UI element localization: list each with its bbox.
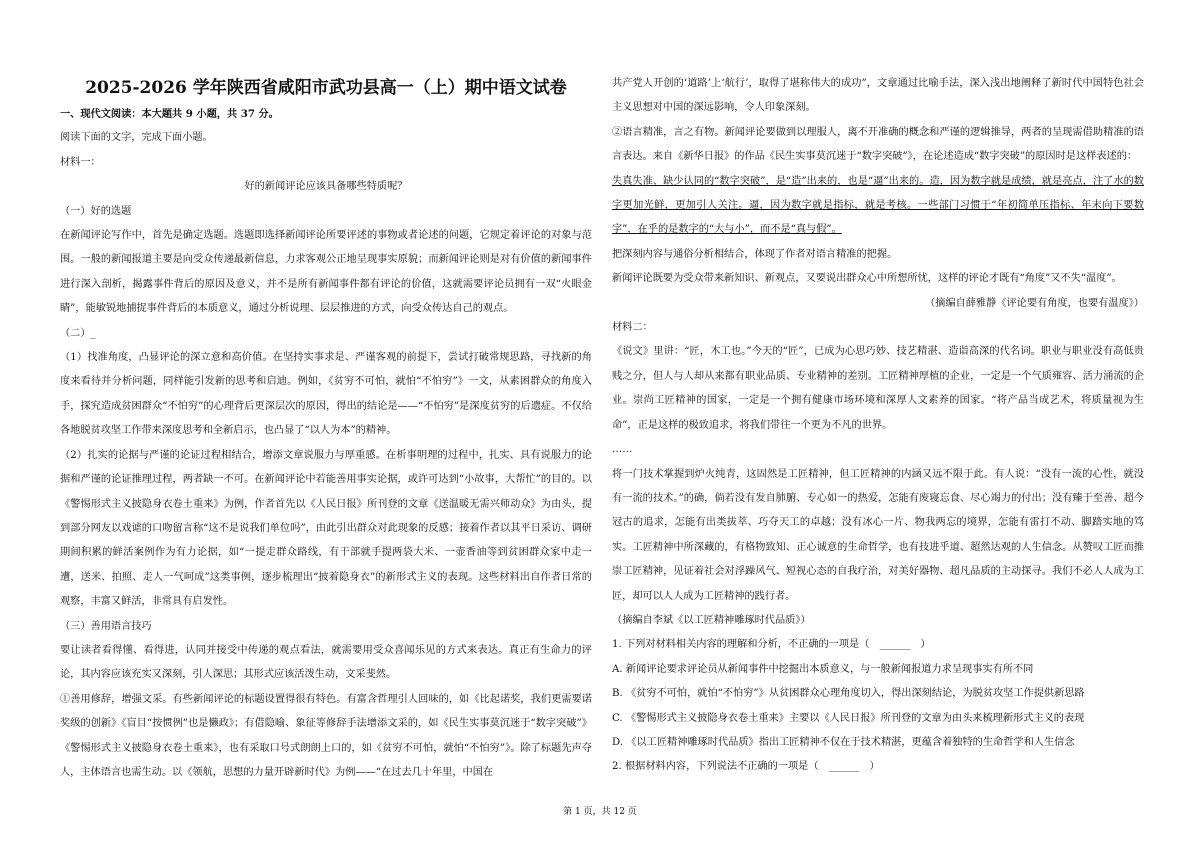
paragraph-r7: 《说文》里讲：“匠，木工也。”今天的“匠”，已成为心思巧妙、技艺精湛、造诣高深的代名词。职业与职业没有高低贵贱之分，但人与人却从来都有职业品质、专业精神的差别。工匠精神厚植的企业，一定是一个气质雍容、活力涌流的企业。崇尚工匠精神的国家，一定是一个拥有健康市场环境和深厚人文素养的国家。“将产品当成艺术，将质量视为生命”，正是这样的极致追求，将我们带往一个更为不凡的世界。 bbox=[612, 346, 1144, 431]
left-column bbox=[60, 102, 592, 785]
question-1-option-b: B. 《贫穷不可怕，就怕“不怕穷”》从贫困群众心理角度切入，得出深刻结论，为脱贫攻坚工作提供新思路 bbox=[612, 688, 1085, 700]
subheading-1: （一）好的选题 bbox=[60, 205, 132, 217]
instruction-text: 阅读下面的文字，完成下面小题。 bbox=[60, 132, 213, 144]
paragraph-r1: 共产党人开创的‘道路’上‘航行’，取得了堪称伟大的成功”，文章通过比喻手法，深入浅出地阐释了新时代中国特色社会主义思想对中国的深远影响，令人印象深刻。 bbox=[612, 78, 1144, 114]
page-footer: 第 1 页，共 12 页 bbox=[563, 807, 637, 817]
question-1-option-c: C. 《警惕形式主义披隐身衣卷土重来》主要以《人民日报》所刊登的文章为由头来梳理新形式主义的表现 bbox=[612, 712, 1085, 724]
material1-heading: 好的新闻评论应该具备哪些特质呢？ bbox=[244, 181, 408, 193]
question-1-option-a: A. 新闻评论要求评论员从新闻事件中挖掘出本质意义，与一般新闻报道力求呈现事实有所不同 bbox=[612, 663, 1034, 675]
underlined-quote: 失真失准、缺少认同的“数字突破”，是“造”出来的，也是“逼”出来的。造，因为数字就是成绩，就是亮点，注了水的数字更加光鲜，更加引人关注。逼，因为数字就是指标，就是考核。一些部门习惯于“年初简单压指标、年末向下要数字”，在乎的是数字的“大与小”，而不是“真与假”。 bbox=[612, 175, 1144, 236]
paragraph-r4: 把深刻内容与通俗分析相结合，体现了作者对语言精准的把握。 bbox=[612, 248, 898, 260]
question-1: 1. 下列对材料相关内容的理解和分析，不正确的一项是（ ______ ） bbox=[612, 639, 931, 651]
subheading-2: （二）_ bbox=[60, 327, 96, 339]
paragraph-r5: 新闻评论既要为受众带来新知识、新观点，又要说出群众心中所想所忧，这样的评论才既有“角度”又不失“温度”。 bbox=[612, 273, 1122, 285]
paragraph-r2: ②语言精准，言之有物。新闻评论要做到以理服人，离不开准确的概念和严谨的逻辑推导，两者的呈现需借助精准的语言表达。来自《新华日报》的作品《民生实事莫沉迷于“数字突破”》，在论述造成“数字突破”的原因时是这样表述的： bbox=[612, 126, 1144, 163]
paragraph-3: （2）扎实的论据与严谨的论证过程相结合，增添文章说服力与厚重感。在析事明理的过程中，扎实、具有说服力的论据和严谨的论证推理过程，两者缺一不可。在新闻评论中若能善用事实论据，或许可达到“小故事，大帮忙”的目的。以《警惕形式主义披隐身衣卷土重来》为例，作者首先以《人民日报》所刊登的文章《送温暖无需兴师动众》为由头，提到部分网友以戏谑的口吻留言称“这不是说我们单位吗”，由此引出群众对此现象的反感；接着作者以其平日采访、调研期间积累的鲜活案例作为有力论据，如“一提走群众路线，有干部就手提两袋大米、一壶香油等到贫困群众家中走一遭，送米、拍照、走人一气呵成”这类事例，逐步梳理出“披着隐身衣”的新形式主义的表现。这些材料出自作者日常的观察，丰富又鲜活，非常具有启发性。 bbox=[60, 449, 592, 608]
subheading-3: （三）善用语言技巧 bbox=[60, 620, 152, 632]
paragraph-5: ①善用修辞，增强文采。有些新闻评论的标题设置得很有特色。有富含哲理引人回味的，如《比起诺奖，我们更需要诺奖级的创新》《盲目“按惯例”也是懒政》；有借隐喻、象征等修辞手法增添文采的，如《民生实事莫沉迷于“数字突破”》《警惕形式主义披隐身衣卷土重来》，也有采取口号式朗朗上口的，如《贫穷不可怕，就怕“不怕穷”》。除了标题先声夺人，主体语言也需生动。以《领航，思想的力量开辟新时代》为例——“在过去几十年里，中国在 bbox=[60, 693, 592, 778]
material2-label: 材料二： bbox=[612, 322, 653, 334]
question-2: 2. 根据材料内容，下列说法不正确的一项是（ ______ ） bbox=[612, 761, 880, 773]
paragraph-4: 要让读者看得懂、看得进，认同并接受中传递的观点看法，就需要用受众喜闻乐见的方式来表达。真正有生命力的评论，其内容应该充实又深刻，引人深思；其形式应该活泼生动，文采斐然。 bbox=[60, 644, 592, 681]
paragraph-1: 在新闻评论写作中，首先是确定选题。选题即选择新闻评论所要评述的事物或者论述的问题，它规定着评论的对象与范围。一般的新闻报道主要是向受众传递最新信息，力求客观公正地呈现事实原貌；而新闻评论则是对有价值的新闻事件进行深入剖析，揭露事件背后的原因及意义，并不是所有新闻事件都有评论的价值，这就需要评论员拥有一双“火眼金睛”，能敏锐地捕捉事件背后的本质意义，通过分析说理、层层推进的方式，向受众传达自己的观点。 bbox=[60, 230, 592, 315]
source-note-1: （摘编自薛雅静《评论要有角度，也要有温度》） bbox=[924, 297, 1144, 309]
page-title: 2025-2026 学年陕西省咸阳市武功县高一（上）期中语文试卷 bbox=[85, 78, 567, 98]
material1-label: 材料一： bbox=[60, 156, 101, 168]
right-column bbox=[612, 72, 1144, 780]
paragraph-r8: 将一门技术掌握到炉火纯青，这固然是工匠精神，但工匠精神的内涵又远不限于此。有人说：“没有一流的心性，就没有一流的技术。”的确，倘若没有发自肺腑、专心如一的热爱，怎能有废寝忘食、尽心竭力的付出；没有臻于至善、超今冠古的追求，怎能有出类拔萃、巧夺天工的卓越；没有冰心一片、物我两忘的境界，怎能有雷打不动、脚踏实地的笃实。工匠精神中所深藏的，有格物致知、正心诚意的生命哲学，也有技进乎道、超然达观的人生信念。从赞叹工匠而推崇工匠精神，见证着社会对浮躁风气、短视心态的自我疗治，对美好器物、超凡品质的主动探寻。我们不必人人成为工匠，却可以人人成为工匠精神的践行者。 bbox=[612, 468, 1144, 602]
paragraph-2: （1）找准角度，凸显评论的深立意和高价值。在坚持实事求是、严谨客观的前提下，尝试打破常规思路，寻找新的角度来看待并分析问题，同样能引发新的思考和启迪。例如，《贫穷不可怕，就怕“不怕穷”》一文，从素困群众的角度入手，探究造成贫困群众“不怕穷”的心理背后更深层次的原因，得出的结论是——“不怕穷”是深度贫穷的后遗症。不仅给各地脱贫攻坚工作带来深度思考和全新启示，也凸显了“以人为本”的精神。 bbox=[60, 352, 592, 437]
question-1-option-d: D. 《以工匠精神雕琢时代品质》指出工匠精神不仅在于技术精湛，更蕴含着独特的生命哲学和人生信念 bbox=[612, 736, 1075, 748]
ellipsis: …… bbox=[612, 444, 633, 456]
section-heading: 一、现代文阅读：本大题共 9 小题，共 37 分。 bbox=[60, 108, 279, 120]
source-note-2: （摘编自李斌《以工匠精神雕琢时代品质》） bbox=[612, 614, 811, 626]
